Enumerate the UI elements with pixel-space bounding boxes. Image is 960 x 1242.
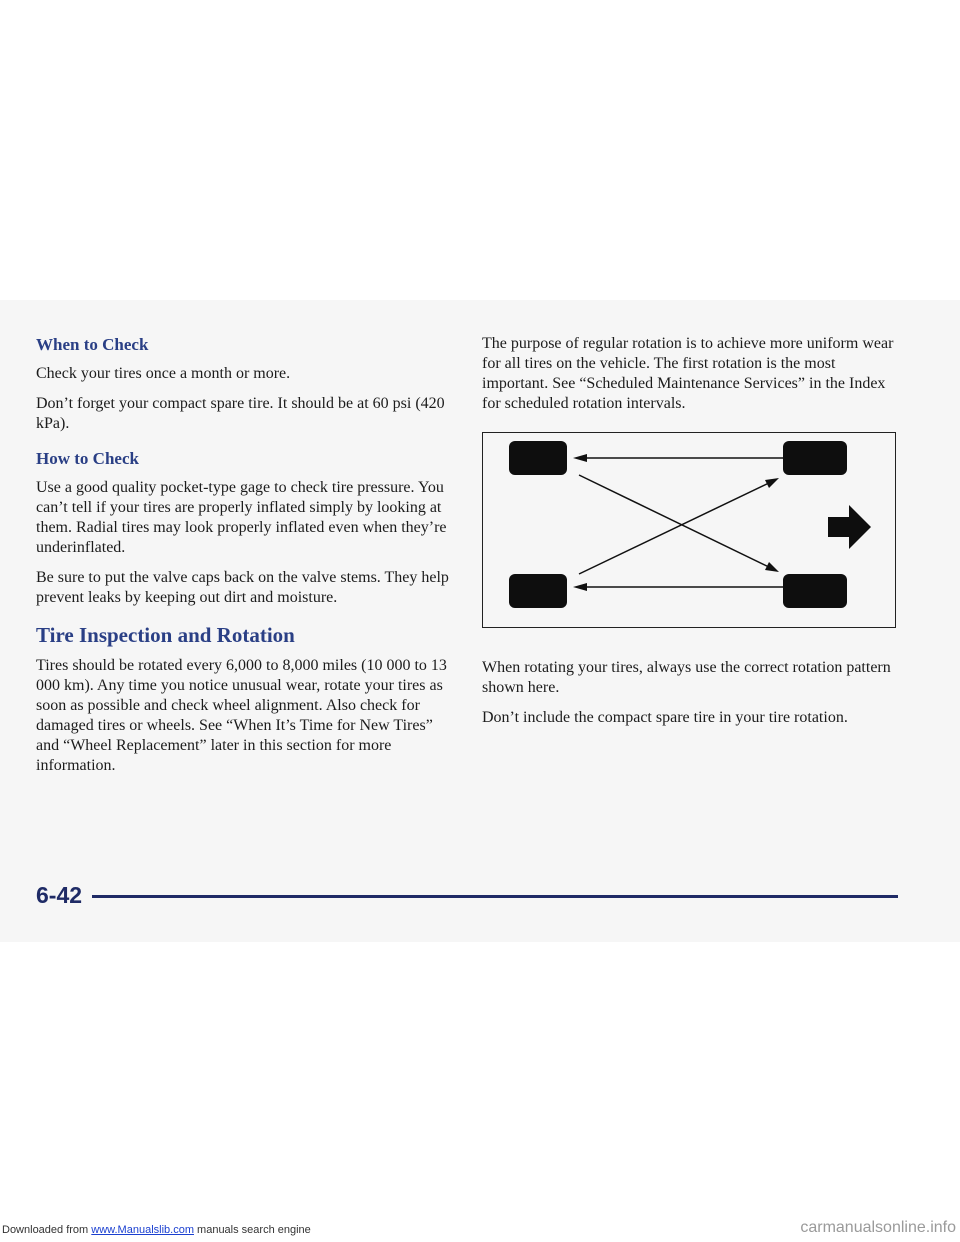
tire-inspection-heading: Tire Inspection and Rotation xyxy=(36,623,295,647)
rotation-purpose-paragraph: The purpose of regular rotation is to achieve more uniform wear for all tires on the vehicle. The first rotation is the most important. See “Scheduled Maintenance Services” in the Index for scheduled rotation intervals. xyxy=(482,335,894,412)
right-column xyxy=(482,334,902,738)
tire-right-rear xyxy=(783,574,847,608)
rotation-pattern-paragraph: When rotating your tires, always use the correct rotation pattern shown here. xyxy=(482,659,891,696)
when-to-check-heading: When to Check xyxy=(36,335,149,354)
arrowhead-lf-icon xyxy=(573,454,587,462)
when-to-check-paragraph-2: Don’t forget your compact spare tire. It should be at 60 psi (420 kPa). xyxy=(36,395,445,432)
tire-left-rear xyxy=(509,574,567,608)
arrow-lr-to-rf xyxy=(579,481,773,574)
download-suffix: manuals search engine xyxy=(193,1224,311,1236)
arrowhead-rf-icon xyxy=(765,478,779,488)
tire-rotation-diagram xyxy=(482,432,896,628)
how-to-check-paragraph-1: Use a good quality pocket-type gage to check tire pressure. You can’t tell if your tires are properly inflated simply by looking at them. Radial tires may look properly inflated even when they’re underinflated. xyxy=(36,479,447,556)
page-footer xyxy=(36,880,898,920)
arrowhead-rr-icon xyxy=(765,562,779,572)
left-column xyxy=(36,334,454,786)
arrow-lf-to-rr xyxy=(579,475,773,569)
how-to-check-paragraph-2: Be sure to put the valve caps back on the valve stems. They help prevent leaks by keeping out dirt and moisture. xyxy=(36,569,449,606)
spare-tire-paragraph: Don’t include the compact spare tire in your tire rotation. xyxy=(482,709,848,726)
tire-right-front xyxy=(783,441,847,475)
tire-left-front xyxy=(509,441,567,475)
front-direction-arrow-icon xyxy=(828,505,871,549)
how-to-check-heading: How to Check xyxy=(36,449,139,468)
manualslib-link[interactable]: www.Manualslib.com xyxy=(91,1224,194,1236)
when-to-check-paragraph-1: Check your tires once a month or more. xyxy=(36,365,291,382)
tire-inspection-paragraph: Tires should be rotated every 6,000 to 8,000 miles (10 000 to 13 000 km). Any time you notice unusual wear, rotate your tires as soon as possible and check wheel alignment. Also check for damaged tires or wheels. See “When It’s Time for New Tires” and “Wheel Replacement” later in this section for more information. xyxy=(36,657,447,774)
rotation-pattern-svg xyxy=(483,433,894,626)
footer-rule xyxy=(92,895,898,898)
watermark: carmanualsonline.info xyxy=(800,1219,956,1236)
download-footer xyxy=(2,1224,311,1236)
arrowhead-lr-icon xyxy=(573,583,587,591)
download-prefix: Downloaded from xyxy=(2,1224,92,1236)
page-number: 6-42 xyxy=(36,882,83,908)
